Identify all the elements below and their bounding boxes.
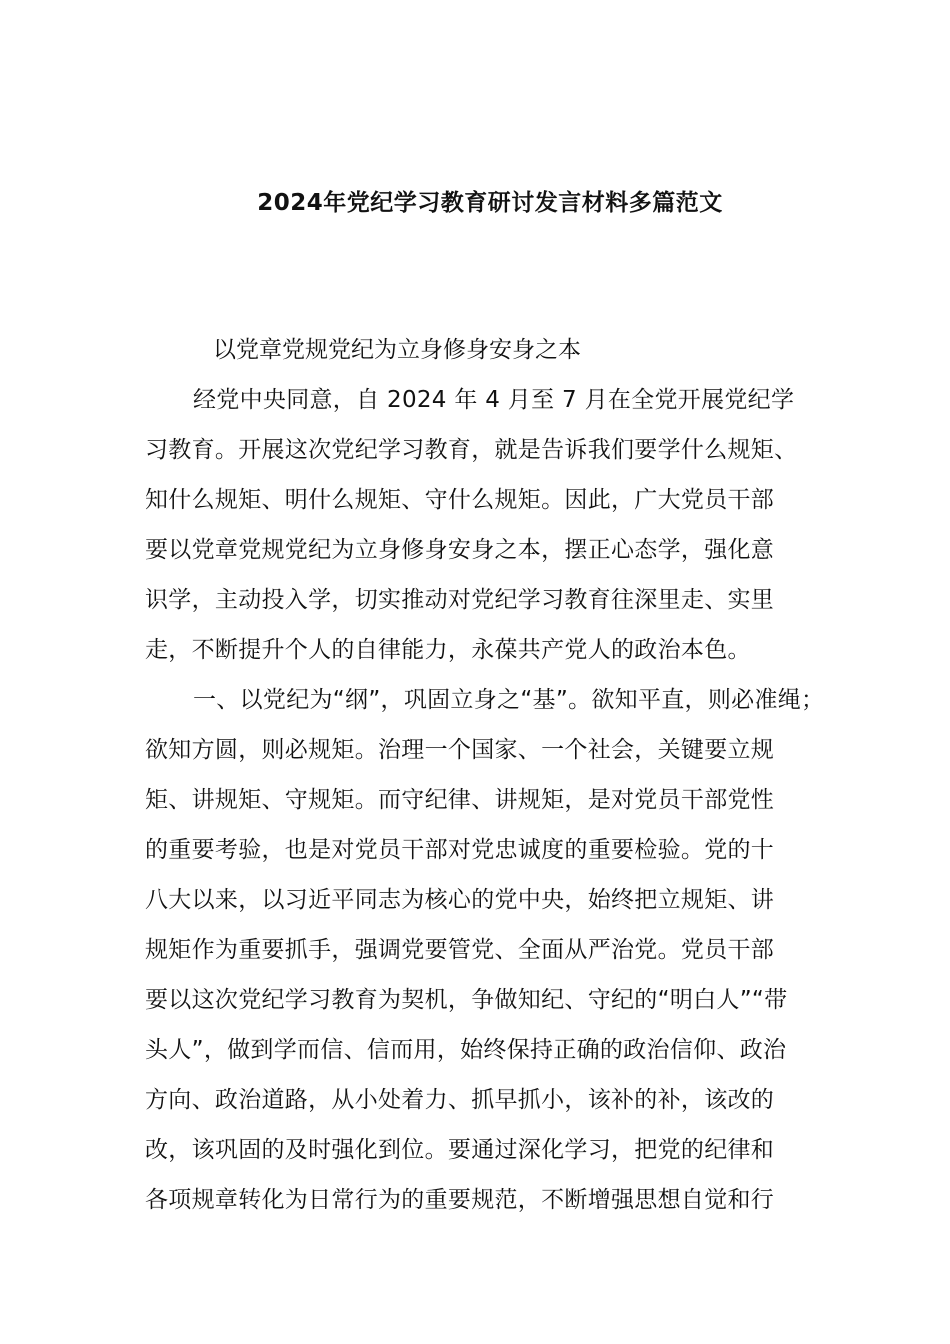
- paragraph-line: 八大以来，以习近平同志为核心的党中央，始终把立规矩、讲: [145, 887, 775, 913]
- paragraph-line: 改，该巩固的及时强化到位。要通过深化学习，把党的纪律和: [145, 1137, 775, 1163]
- paragraph-line: 经党中央同意，自 2024 年 4 月至 7 月在全党开展党纪学: [193, 387, 795, 413]
- paragraph-line: 的重要考验，也是对党员干部对党忠诚度的重要检验。党的十: [145, 837, 775, 863]
- paragraph-line: 矩、讲规矩、守规矩。而守纪律、讲规矩，是对党员干部党性: [145, 787, 775, 813]
- paragraph-line: 要以党章党规党纪为立身修身安身之本，摆正心态学，强化意: [145, 537, 775, 563]
- paragraph-line: 头人”，做到学而信、信而用，始终保持正确的政治信仰、政治: [145, 1037, 787, 1063]
- paragraph-line: 要以这次党纪学习教育为契机，争做知纪、守纪的“明白人”“带: [145, 987, 788, 1013]
- paragraph-line: 各项规章转化为日常行为的重要规范，不断增强思想自觉和行: [145, 1187, 775, 1213]
- paragraph-line: 走，不断提升个人的自律能力，永葆共产党人的政治本色。: [145, 637, 751, 663]
- section-subtitle: 以党章党规党纪为立身修身安身之本: [213, 337, 581, 363]
- paragraph-line: 知什么规矩、明什么规矩、守什么规矩。因此，广大党员干部: [145, 487, 775, 513]
- paragraph-line: 方向、政治道路，从小处着力、抓早抓小，该补的补，该改的: [145, 1087, 775, 1113]
- paragraph-line: 识学，主动投入学，切实推动对党纪学习教育往深里走、实里: [145, 587, 775, 613]
- paragraph-line: 习教育。开展这次党纪学习教育，就是告诉我们要学什么规矩、: [145, 437, 798, 463]
- paragraph-line: 欲知方圆，则必规矩。治理一个国家、一个社会，关键要立规: [145, 737, 775, 763]
- document-title: 2024年党纪学习教育研讨发言材料多篇范文: [257, 190, 723, 216]
- paragraph-line: 规矩作为重要抓手，强调党要管党、全面从严治党。党员干部: [145, 937, 775, 963]
- paragraph-line: 一、以党纪为“纲”，巩固立身之“基”。欲知平直，则必准绳；: [193, 687, 825, 713]
